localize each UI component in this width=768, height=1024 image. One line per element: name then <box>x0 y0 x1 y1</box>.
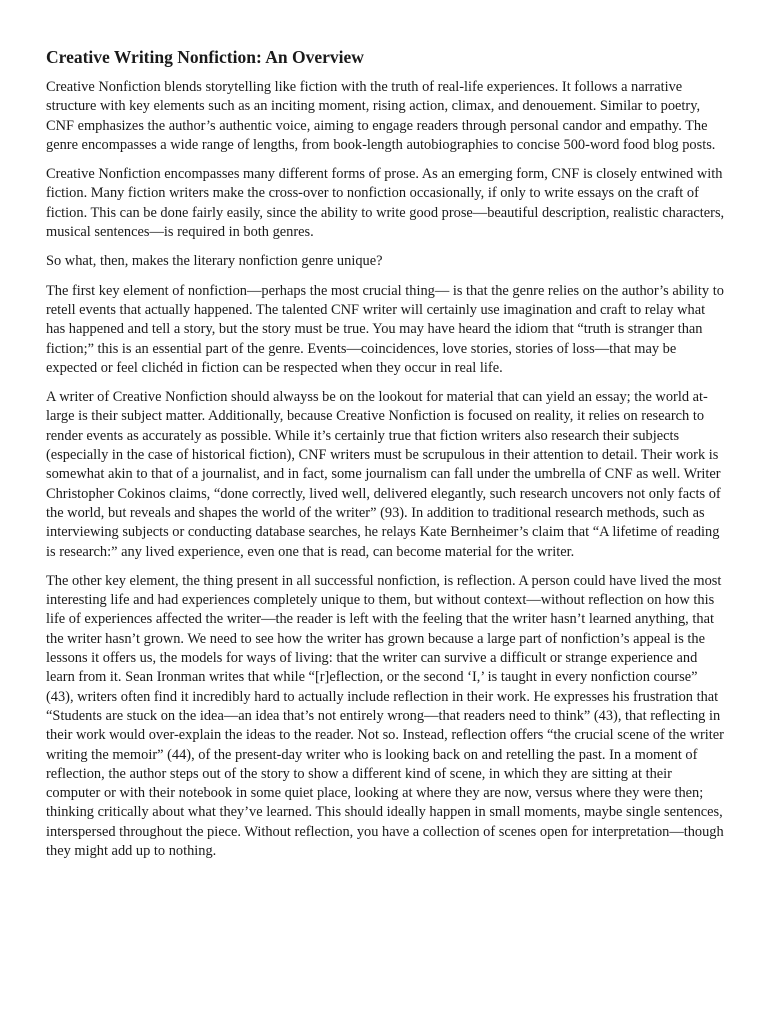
paragraph-research: A writer of Creative Nonfiction should alwayss be on the lookout for material that can yield an essay; the world at-large is their subject matter. Additionally, because Creative Nonfiction is focused on reality, it relies on research to render events as accurately as possible. While it’s certainly true that fiction writers also research their subjects (especially in the case of historical fiction), CNF writers must be scrupulous in their attention to detail. Their work is somewhat akin to that of a journalist, and in fact, some journalism can fall under the umbrella of CNF as well. Writer Christopher Cokinos claims, “done correctly, lived well, delivered elegantly, such research uncovers not only facts of the world, but reveals and shapes the world of the writer” (93). In addition to traditional research methods, such as interviewing subjects or conducting database searches, he relays Kate Bernheimer’s claim that “A lifetime of reading is research:” any lived experience, even one that is read, can become material for the writer. <box>46 389 721 560</box>
paragraph-question: So what, then, makes the literary nonfiction genre unique? <box>46 253 383 270</box>
paragraph-intro: Creative Nonfiction blends storytelling like fiction with the truth of real-life experiences. It follows a narrative structure with key elements such as an inciting moment, rising action, climax, and denouement. Similar to poetry, CNF emphasizes the author’s authentic voice, aiming to engage readers through personal candor and empathy. The genre encompasses a wide range of lengths, from book-length autobiographies to concise 500-word food blog posts. <box>46 79 716 153</box>
document-page <box>46 46 726 871</box>
document-title: Creative Writing Nonfiction: An Overview <box>46 47 364 67</box>
paragraph-forms-of-prose: Creative Nonfiction encompasses many different forms of prose. As an emerging form, CNF is closely entwined with fiction. Many fiction writers make the cross-over to nonfiction occasionally, if only to write essays on the craft of fiction. This can be done fairly easily, since the ability to write good prose—beautiful description, realistic characters, musical sentences—is required in both genres. <box>46 166 725 241</box>
paragraph-truth: The first key element of nonfiction—perhaps the most crucial thing— is that the genre relies on the author’s ability to retell events that actually happened. The talented CNF writer will certainly use imagination and craft to relay what has happened and tell a story, but the story must be true. You may have heard the idiom that “truth is stranger than fiction;” this is an essential part of the genre. Events—coincidences, love stories, stories of loss—that may be expected or feel clichéd in fiction can be respected when they occur in real life. <box>46 282 724 376</box>
paragraph-reflection: The other key element, the thing present in all successful nonfiction, is reflection. A person could have lived the most interesting life and had experiences completely unique to them, but without context—without reflection on how this life of experiences affected the writer—the reader is left with the feeling that the writer hasn’t learned anything, that the writer hasn’t grown. We need to see how the writer has grown because a large part of nonfiction’s appeal is the lessons it offers us, the models for ways of living: that the writer can survive a difficult or strange experience and learn from it. Sean Ironman writes that while “[r]eflection, or the second ‘I,’ is taught in every nonfiction course” (43), writers often find it incredibly hard to actually include reflection in their work. He expresses his frustration that “Students are stuck on the idea—an idea that’s not entirely wrong—that readers need to think” (43), that reflecting in their work would over-explain the ideas to the reader. Not so. Instead, reflection offers “the crucial scene of the writer writing the memoir” (44), of the present-day writer who is looking back on and retelling the past. In a moment of reflection, the author steps out of the story to show a different kind of scene, in which they are sitting at their computer or with their notebook in some quiet place, looking at where they are now, versus where they were then; thinking critically about what they’ve learned. This should ideally happen in small moments, maybe single sentences, interspersed throughout the piece. Without reflection, you have a collection of scenes open for interpretation—though they might add up to nothing. <box>46 572 724 859</box>
